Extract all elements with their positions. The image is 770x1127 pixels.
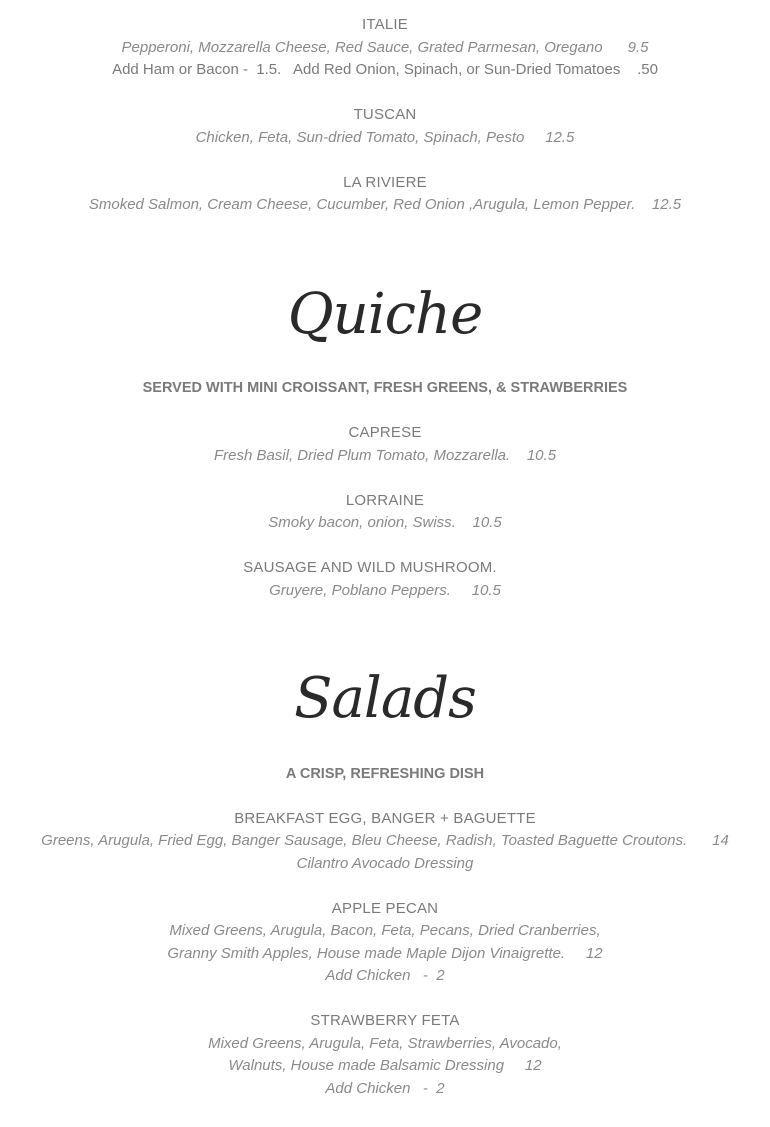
menu-item-name-italie: ITALIE (362, 16, 408, 33)
menu-item-name-strawberry-feta: STRAWBERRY FETA (310, 1012, 460, 1029)
menu-item-desc-caprese: Fresh Basil, Dried Plum Tomato, Mozzarella. 10.5 (213, 447, 557, 464)
menu-item-desc-apple-pecan-2: Granny Smith Apples, House made Maple Dijon Vinaigrette. 12 (167, 945, 603, 962)
menu-item-addon-apple-pecan: Add Chicken - 2 (325, 967, 445, 984)
menu-item-desc-apple-pecan: Mixed Greens, Arugula, Bacon, Feta, Pecans, Dried Cranberries, (169, 922, 601, 939)
menu-item-desc-italie: Pepperoni, Mozzarella Cheese, Red Sauce, Grated Parmesan, Oregano 9.5 (121, 39, 649, 56)
menu-item-desc-strawberry-feta-2: Walnuts, House made Balsamic Dressing 12 (228, 1057, 542, 1074)
menu-item-name-apple-pecan: APPLE PECAN (331, 900, 439, 917)
menu-item-desc-strawberry-feta: Mixed Greens, Arugula, Feta, Strawberries, Avocado, (208, 1035, 562, 1052)
menu-item-name-caprese: CAPRESE (348, 424, 422, 441)
menu-item-desc-lorraine: Smoky bacon, onion, Swiss. 10.5 (268, 514, 502, 531)
menu-item-name-breakfast: BREAKFAST EGG, BANGER + BAGUETTE (234, 810, 536, 827)
menu-item-addon-strawberry-feta: Add Chicken - 2 (325, 1080, 445, 1097)
menu-item-name-lorraine: LORRAINE (345, 492, 425, 509)
menu-item-name-tuscan: TUSCAN (353, 106, 417, 123)
menu-item-desc-la-riviere: Smoked Salmon, Cream Cheese, Cucumber, Red Onion ,Arugula, Lemon Pepper. 12.5 (88, 196, 682, 213)
section-subtitle-salads: A CRISP, REFRESHING DISH (285, 766, 485, 782)
menu-item-name-sausage-mushroom: SAUSAGE AND WILD MUSHROOM. (243, 559, 497, 576)
menu-item-desc-sausage-mushroom: Gruyere, Poblano Peppers. 10.5 (269, 582, 501, 599)
menu-item-desc-breakfast: Greens, Arugula, Fried Egg, Banger Sausage, Bleu Cheese, Radish, Toasted Baguette Croutons. 14 (41, 832, 729, 849)
section-subtitle-quiche: SERVED WITH MINI CROISSANT, FRESH GREENS, & STRAWBERRIES (142, 380, 628, 396)
menu-item-desc-breakfast-dressing: Cilantro Avocado Dressing (296, 855, 474, 872)
menu-item-addons-italie: Add Ham or Bacon - 1.5. Add Red Onion, Spinach, or Sun-Dried Tomatoes .50 (112, 61, 658, 78)
section-title-salads: Salads (294, 666, 476, 731)
menu-item-name-la-riviere: LA RIVIERE (343, 174, 427, 191)
menu-item-desc-tuscan: Chicken, Feta, Sun-dried Tomato, Spinach, Pesto 12.5 (195, 129, 575, 146)
section-title-quiche: Quiche (287, 282, 483, 347)
